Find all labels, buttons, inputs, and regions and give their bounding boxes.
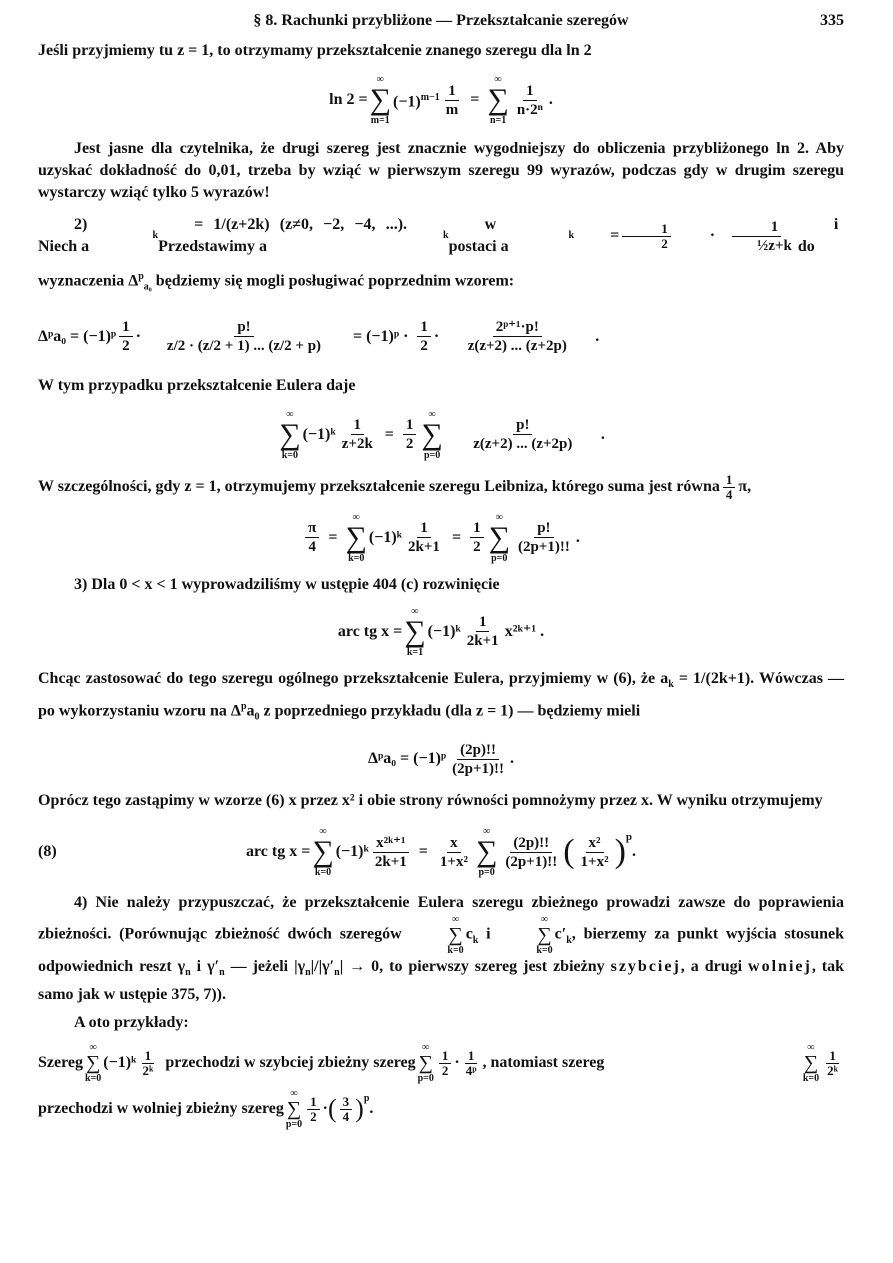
fraction: $\frac{1}{2}$ bbox=[307, 1095, 320, 1124]
paragraph-7: 3) Dla 0 < x < 1 wyprowadziliśmy w ustępie 404 (c) rozwinięcie bbox=[74, 575, 500, 593]
eq1-term: $(-1)^{m-1}$ bbox=[392, 91, 440, 111]
paragraph-3: 2) Niech a k = 1/(z+2k) (z≠0, −2, −4, ...). Przedstawimy a k w postaci a k = $\frac{1}{2}$ · $\frac{1}{\text{½z+k}}$ i do bbox=[38, 216, 839, 255]
paragraph-10: 4) Nie należy przypuszczać, że przekształcenie Eulera szeregu zbieżnego prowadzi zawsze do poprawienia zbieżności. (Porównując zbieżność dwóch szeregów ∞ ∑ k=0 $c_k$ i ∞ ∑ k=0 $c'_k$, bierzemy za punkt wyjścia stosunek odpowiednich reszt $\gamma_n$ i $\gamma'_n$ — jeżeli $|\gamma_n|/|\gamma'_n| \to 0$, to pierwszy szereg jest zbieżny szybciej, a drugi wolniej, tak samo jak w ustępie 375, 7)). bbox=[38, 894, 845, 1004]
fraction: $\frac{\text{x²}}{\text{1+x²}}$ bbox=[580, 834, 609, 870]
sum-symbol: ∞ ∑ p=0 bbox=[488, 511, 510, 564]
equation-8: (8) arc tg x = ∞ ∑ k=0 (−1)ᵏ $\frac{\text{x²ᵏ⁺¹}}{2k+1}$ = $\frac{x}{\text{1+x²}}$ ∞ ∑ p=0 $\frac{(2p)!!}{(2p+1)!!}$ ( $\frac{\text{x²}}{\text{1+x²}}$ ) $^p$ . bbox=[38, 826, 637, 879]
fraction: $\frac{1}{2}$ bbox=[622, 222, 671, 251]
fraction: $\frac{1}{\text{4ᵖ}}$ bbox=[465, 1047, 477, 1078]
equation-arctg-series: arc tg x = ∞ ∑ k=1 (−1)ᵏ $\frac{1}{2k+1}$ x²ᵏ⁺¹ . bbox=[337, 605, 545, 658]
paragraph-1: Jeśli przyjmiemy tu z = 1, to otrzymamy przekształcenie znanego szeregu dla ln 2 bbox=[38, 42, 592, 59]
sum-symbol: ∞ ∑ p=0 bbox=[417, 1042, 434, 1085]
fraction: $\frac{\text{2ᵖ⁺¹·p!}}{z(z+2) ... (z+2p)}$ bbox=[467, 319, 567, 355]
paragraph-8: Chcąc zastosować do tego szeregu ogólnego przekształcenie Eulera, przyjmiemy w (6), że $a_k = 1/(2k+1)$. Wówczas — po wykorzystaniu wzoru na $\Delta^pa_0$ z poprzedniego przykładu (dla z = 1) — będziemy mieli bbox=[38, 669, 845, 723]
header-title: § 8. Rachunki przybliżone — Przekształcanie szeregów bbox=[253, 12, 629, 29]
paragraph-11: A oto przykłady: bbox=[74, 1014, 189, 1032]
fraction: $\frac{p!}{z/2 \cdot (z/2 + 1) ... (z/2 + p)}$ bbox=[166, 319, 322, 355]
page-number: 335 bbox=[820, 12, 844, 29]
fraction: $\frac{p!}{z(z+2) ... (z+2p)}$ bbox=[473, 417, 573, 453]
sum-symbol: ∞ ∑ k=0 bbox=[802, 1042, 820, 1085]
sum-symbol: ∞ ∑ k=0 bbox=[85, 1042, 102, 1085]
equation-delta-arctg: Δᵖa₀ = (−1)ᵖ $\frac{(2p)!!}{(2p+1)!!}$ . bbox=[367, 741, 514, 777]
fraction: $\frac{1}{\text{2ᵏ}}$ bbox=[142, 1047, 154, 1078]
sum-symbol: ∞ ∑ n=1 bbox=[487, 74, 509, 126]
equation-euler-general: ∞ ∑ k=0 (−1)ᵏ $\frac{1}{z+2k}$ = $\frac{1}{2}$ ∞ ∑ p=0 $\frac{p!}{z(z+2) ... (z+2p)}$ . bbox=[279, 408, 605, 461]
fraction: $\frac{1}{2}$ bbox=[119, 318, 133, 355]
fraction: $\frac{1}{2}$ bbox=[439, 1049, 452, 1078]
equation-leibniz: $\frac{\pi}{4}$ = ∞ ∑ k=0 (−1)ᵏ $\frac{1}{2k+1}$ = $\frac{1}{2}$ ∞ ∑ p=0 $\frac{p!}{(2p+1)!!}$ . bbox=[38, 508, 844, 568]
fraction: $\frac{1}{m}$ bbox=[445, 82, 459, 118]
sum-symbol: ∞ ∑ m=1 bbox=[369, 74, 391, 126]
example-line-1: Szereg ∞ ∑ k=0 (−1)ᵏ $\frac{1}{\text{2ᵏ}}$ przechodzi w szybciej zbieżny szereg ∞ ∑ p=0 $\frac{1}{2}$ · $\frac{1}{\text{4ᵖ}}$ , natomiast szereg ∞ ∑ k=0 $\frac{1}{\text{2ᵏ}}$ bbox=[38, 1042, 844, 1084]
paragraph-2: Jest jasne dla czytelnika, że drugi szereg jest znacznie wygodniejszy do obliczenia przybliżonego ln 2. Aby uzyskać dokładność do 0,01, trzeba by wziąć w pierwszym szeregu 99 wyrazów, podczas gdy w drugim szeregu wystarczy wziąć tylko 5 wyrazów! bbox=[38, 140, 844, 201]
page bbox=[38, 8, 844, 1130]
equation-delta-a0: Δᵖa₀ = (−1)ᵖ $\frac{1}{2}$ · $\frac{p!}{z/2 \cdot (z/2 + 1) ... (z/2 + p)}$ = (−1)ᵖ · $\frac{1}{2}$ · $\frac{\text{2ᵖ⁺¹·p!}}{z(z+2) ... (z+2p)}$ . bbox=[38, 319, 600, 355]
paragraph-5: W tym przypadku przekształcenie Eulera daje bbox=[38, 376, 356, 394]
example-line-2: przechodzi w wolniej zbieżny szereg ∞ ∑ p=0 $\frac{1}{2}$ · ( $\frac{3}{4}$ ) $^p$ . bbox=[38, 1088, 374, 1131]
fraction: $\frac{(2p)!!}{(2p+1)!!}$ bbox=[505, 834, 558, 870]
sum-symbol: ∞ ∑ k=0 bbox=[312, 826, 334, 879]
examples bbox=[38, 1042, 844, 1130]
sum-symbol: ∞ ∑ p=0 bbox=[421, 408, 443, 461]
fraction: $\frac{1}{4}$ bbox=[723, 473, 736, 502]
fraction: $\frac{\pi}{4}$ bbox=[305, 519, 319, 556]
fraction: $\frac{1}{z+2k}$ bbox=[341, 417, 373, 453]
fraction: $\frac{(2p)!!}{(2p+1)!!}$ bbox=[452, 741, 504, 777]
sum-symbol: ∞ ∑ k=0 bbox=[345, 511, 367, 564]
sum-symbol: ∞ ∑ k=0 bbox=[536, 914, 553, 957]
fraction: $\frac{1}{\text{2ᵏ}}$ bbox=[827, 1047, 838, 1078]
fraction: $\frac{1}{\text{½z+k}}$ bbox=[718, 218, 795, 255]
equation-number: (8) bbox=[38, 843, 57, 861]
sum-symbol: ∞ ∑ p=0 bbox=[285, 1088, 303, 1131]
eq1-lhs: ln 2 = bbox=[329, 91, 368, 108]
equation-ln2: ln 2 = ∞ ∑ m=1 $(-1)^{m-1}$ $\frac{1}{m}$ = ∞ ∑ n=1 $\frac{1}{\text{n·2ⁿ}}$ . bbox=[329, 74, 553, 126]
fraction: $\frac{1}{2}$ bbox=[470, 519, 484, 556]
fraction: $\frac{p!}{(2p+1)!!}$ bbox=[517, 520, 570, 556]
fraction: $\frac{3}{4}$ bbox=[340, 1095, 353, 1124]
sum-symbol: ∞ ∑ p=0 bbox=[475, 826, 498, 879]
running-header bbox=[38, 8, 844, 34]
sum-symbol: ∞ ∑ k=0 bbox=[279, 408, 301, 461]
paragraph-6: W szczególności, gdy z = 1, otrzymujemy przekształcenie szeregu Leibniza, którego suma jest równa $\frac{1}{4}$ π, bbox=[38, 471, 752, 502]
fraction: $\frac{1}{2}$ bbox=[403, 416, 417, 453]
fraction: $\frac{\text{x²ᵏ⁺¹}}{2k+1}$ bbox=[374, 834, 407, 870]
fraction: $\frac{1}{2k+1}$ bbox=[466, 614, 499, 650]
fraction: $\frac{1}{2k+1}$ bbox=[408, 520, 440, 556]
sum-symbol: ∞ ∑ k=1 bbox=[404, 605, 426, 658]
fraction: $\frac{1}{2}$ bbox=[417, 318, 431, 355]
paragraph-4: wyznaczenia $\Delta^p_{a_0}$ będziemy się mogli posługiwać poprzednim wzorem: bbox=[38, 271, 515, 293]
fraction: $\frac{x}{\text{1+x²}}$ bbox=[439, 834, 468, 870]
paragraph-9: Oprócz tego zastąpimy w wzorze (6) x przez x² i obie strony równości pomnożymy przez x. W wyniku otrzymujemy bbox=[38, 792, 823, 810]
sum-symbol: ∞ ∑ k=0 bbox=[447, 914, 464, 957]
fraction: $\frac{1}{\text{n·2ⁿ}}$ bbox=[516, 82, 543, 118]
